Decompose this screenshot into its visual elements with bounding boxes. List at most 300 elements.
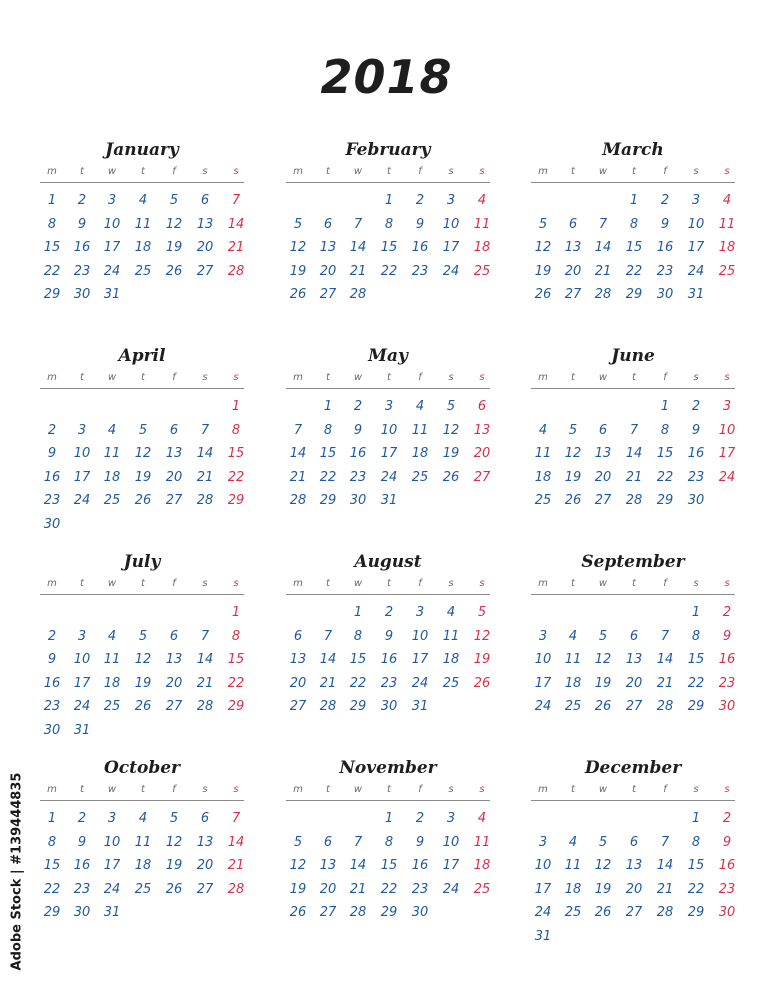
day-cell: 12 (594, 652, 612, 667)
day-cell: 9 (353, 422, 363, 438)
day-cell: 7 (200, 422, 210, 438)
day-cell: 1 (629, 193, 639, 208)
day-cell: 10 (73, 446, 91, 461)
day-cell: 2 (77, 811, 87, 826)
header-divider (286, 800, 490, 801)
weekday-label: s (202, 784, 208, 795)
day-cell: 31 (103, 287, 121, 302)
weekday-label: m (538, 372, 548, 383)
weekday-label: m (538, 578, 548, 589)
day-cell: 10 (73, 652, 91, 667)
month-december (531, 758, 735, 958)
day-cell: 8 (47, 216, 57, 232)
weekday-label: w (598, 784, 608, 795)
day-cell: 17 (73, 675, 91, 691)
weekday-label: f (418, 166, 422, 177)
weekday-label: f (172, 166, 176, 177)
day-cell: 22 (380, 263, 398, 279)
day-cell: 8 (629, 216, 639, 232)
day-cell: 22 (227, 469, 245, 485)
weekday-label: s (448, 784, 454, 795)
day-cell: 23 (656, 263, 674, 279)
day-cell: 24 (687, 263, 705, 279)
month-name: June (611, 346, 655, 366)
month-name: August (354, 552, 422, 572)
day-cell: 21 (289, 469, 307, 485)
day-cell: 23 (43, 493, 61, 508)
day-cell: 9 (77, 834, 87, 850)
day-cell: 20 (625, 881, 643, 897)
day-cell: 8 (231, 422, 241, 438)
day-cell: 22 (319, 469, 337, 485)
day-cell: 17 (411, 652, 429, 667)
day-cell: 20 (473, 446, 491, 461)
day-cell: 7 (293, 422, 303, 438)
day-cell: 13 (473, 422, 491, 438)
weekday-label: s (479, 784, 485, 795)
day-cell: 22 (227, 675, 245, 691)
day-cell: 30 (718, 905, 736, 920)
weekday-label: s (202, 372, 208, 383)
day-cell: 28 (594, 287, 612, 302)
day-cell: 13 (625, 652, 643, 667)
day-cell: 10 (103, 834, 121, 850)
day-cell: 14 (319, 652, 337, 667)
day-cell: 10 (411, 628, 429, 644)
weekday-header (531, 784, 735, 800)
day-cell: 18 (103, 675, 121, 691)
day-cell: 30 (411, 905, 429, 920)
weekday-header (286, 784, 490, 800)
month-february (286, 140, 490, 340)
day-cell: 2 (722, 605, 732, 620)
day-cell: 3 (77, 422, 87, 438)
day-cell: 16 (380, 652, 398, 667)
day-cell: 25 (564, 905, 582, 920)
header-divider (531, 800, 735, 801)
day-cell: 19 (473, 652, 491, 667)
day-cell: 16 (411, 858, 429, 873)
month-name: February (345, 140, 431, 160)
day-cell: 30 (43, 516, 61, 532)
day-cell: 4 (138, 193, 148, 208)
day-cell: 31 (380, 493, 398, 508)
day-cell: 11 (103, 652, 121, 667)
day-cell: 8 (691, 834, 701, 850)
day-cell: 18 (564, 675, 582, 691)
day-cell: 5 (598, 834, 608, 850)
day-cell: 28 (319, 699, 337, 714)
weekday-label: m (47, 784, 57, 795)
weekday-label: s (202, 578, 208, 589)
day-cell: 21 (196, 469, 214, 485)
day-cell: 18 (411, 446, 429, 461)
day-cell: 5 (293, 216, 303, 232)
day-cell: 26 (473, 675, 491, 691)
day-cell: 10 (534, 858, 552, 873)
day-cell: 25 (718, 263, 736, 279)
day-cell: 13 (165, 652, 183, 667)
day-cell: 16 (411, 240, 429, 255)
day-cell: 18 (134, 240, 152, 255)
weekday-header (286, 166, 490, 182)
day-cell: 1 (691, 605, 701, 620)
weekday-label: t (387, 784, 391, 795)
weekday-label: s (233, 372, 239, 383)
month-name: October (103, 758, 180, 778)
day-cell: 31 (73, 722, 91, 738)
weekday-label: t (387, 166, 391, 177)
day-cell: 22 (349, 675, 367, 691)
day-cell: 3 (384, 399, 394, 414)
day-cell: 1 (660, 399, 670, 414)
header-divider (286, 182, 490, 183)
day-cell: 11 (103, 446, 121, 461)
day-cell: 25 (473, 263, 491, 279)
weekday-label: t (632, 578, 636, 589)
day-cell: 7 (231, 193, 241, 208)
day-cell: 2 (691, 399, 701, 414)
month-name: November (339, 758, 437, 778)
month-name: September (581, 552, 685, 572)
day-cell: 31 (411, 699, 429, 714)
day-cell: 15 (227, 446, 245, 461)
day-cell: 28 (349, 287, 367, 302)
weekday-label: w (107, 578, 117, 589)
weekday-label: s (724, 784, 730, 795)
day-cell: 6 (200, 811, 210, 826)
weekday-label: t (571, 784, 575, 795)
weekday-label: t (326, 372, 330, 383)
header-divider (40, 800, 244, 801)
day-cell: 12 (134, 652, 152, 667)
day-cell: 19 (594, 881, 612, 897)
day-cell: 27 (165, 699, 183, 714)
day-cell: 13 (564, 240, 582, 255)
day-cell: 21 (319, 675, 337, 691)
header-divider (531, 388, 735, 389)
day-cell: 9 (660, 216, 670, 232)
day-cell: 3 (538, 834, 548, 850)
day-cell: 2 (47, 422, 57, 438)
weekday-label: t (80, 578, 84, 589)
day-cell: 21 (227, 858, 245, 873)
weekday-label: m (538, 166, 548, 177)
weekday-label: s (724, 578, 730, 589)
weekday-label: t (80, 784, 84, 795)
month-name: April (118, 346, 166, 366)
day-cell: 21 (349, 263, 367, 279)
day-cell: 12 (442, 422, 460, 438)
day-cell: 30 (73, 287, 91, 302)
weekday-label: s (233, 166, 239, 177)
day-cell: 26 (564, 493, 582, 508)
month-march (531, 140, 735, 340)
day-cell: 6 (323, 834, 333, 850)
day-cell: 26 (594, 905, 612, 920)
weekday-label: m (47, 578, 57, 589)
day-cell: 27 (473, 469, 491, 485)
weekday-header (531, 166, 735, 182)
weekday-label: f (663, 166, 667, 177)
day-cell: 14 (349, 858, 367, 873)
day-cell: 4 (138, 811, 148, 826)
weekday-label: s (233, 578, 239, 589)
day-cell: 17 (718, 446, 736, 461)
weekday-label: t (632, 372, 636, 383)
weekday-label: w (107, 784, 117, 795)
weekday-label: f (172, 578, 176, 589)
day-cell: 7 (353, 216, 363, 232)
weekday-label: s (724, 372, 730, 383)
day-cell: 11 (134, 834, 152, 850)
day-cell: 20 (625, 675, 643, 691)
weekday-label: t (326, 578, 330, 589)
day-cell: 6 (169, 422, 179, 438)
weekday-label: w (353, 372, 363, 383)
day-cell: 17 (442, 240, 460, 255)
day-cell: 1 (384, 811, 394, 826)
day-cell: 14 (656, 652, 674, 667)
day-cell: 12 (564, 446, 582, 461)
weekday-label: s (448, 578, 454, 589)
day-cell: 5 (293, 834, 303, 850)
day-cell: 20 (319, 881, 337, 897)
weekday-label: w (353, 578, 363, 589)
day-cell: 5 (446, 399, 456, 414)
day-cell: 25 (534, 493, 552, 508)
weekday-label: t (387, 578, 391, 589)
weekday-label: t (141, 784, 145, 795)
header-divider (531, 594, 735, 595)
day-cell: 12 (134, 446, 152, 461)
day-cell: 14 (227, 216, 245, 232)
weekday-label: t (141, 372, 145, 383)
weekday-label: f (172, 372, 176, 383)
day-cell: 3 (107, 811, 117, 826)
day-cell: 20 (564, 263, 582, 279)
day-cell: 16 (73, 240, 91, 255)
day-cell: 27 (319, 905, 337, 920)
day-cell: 15 (349, 652, 367, 667)
weekday-label: t (571, 578, 575, 589)
day-cell: 10 (380, 422, 398, 438)
watermark-text: Adobe Stock | #139444835 (9, 772, 25, 971)
day-cell: 27 (319, 287, 337, 302)
month-name: December (584, 758, 682, 778)
day-cell: 5 (568, 422, 578, 438)
day-cell: 30 (349, 493, 367, 508)
day-cell: 29 (43, 287, 61, 302)
day-cell: 26 (594, 699, 612, 714)
day-cell: 15 (687, 652, 705, 667)
day-cell: 11 (534, 446, 552, 461)
day-cell: 21 (349, 881, 367, 897)
day-cell: 29 (656, 493, 674, 508)
day-cell: 14 (625, 446, 643, 461)
day-cell: 11 (564, 858, 582, 873)
day-cell: 23 (411, 263, 429, 279)
day-cell: 1 (47, 811, 57, 826)
weekday-label: s (693, 166, 699, 177)
day-cell: 25 (442, 675, 460, 691)
month-name: March (602, 140, 664, 160)
weekday-label: f (418, 372, 422, 383)
day-cell: 7 (323, 628, 333, 644)
weekday-header (40, 372, 244, 388)
header-divider (531, 182, 735, 183)
day-cell: 28 (656, 905, 674, 920)
day-cell: 30 (43, 722, 61, 738)
day-cell: 28 (196, 699, 214, 714)
day-cell: 22 (687, 675, 705, 691)
day-cell: 3 (446, 193, 456, 208)
day-cell: 5 (477, 605, 487, 620)
day-cell: 17 (103, 240, 121, 255)
day-cell: 16 (718, 858, 736, 873)
weekday-label: m (293, 166, 303, 177)
day-cell: 4 (477, 811, 487, 826)
weekday-label: s (202, 166, 208, 177)
day-cell: 5 (538, 216, 548, 232)
weekday-header (286, 578, 490, 594)
weekday-label: s (724, 166, 730, 177)
day-cell: 18 (564, 881, 582, 897)
month-name: July (123, 552, 161, 572)
day-cell: 8 (384, 216, 394, 232)
day-cell: 24 (442, 881, 460, 897)
day-cell: 23 (380, 675, 398, 691)
weekday-header (40, 784, 244, 800)
day-cell: 15 (687, 858, 705, 873)
day-cell: 5 (138, 628, 148, 644)
weekday-label: m (293, 372, 303, 383)
weekday-label: s (233, 784, 239, 795)
weekday-label: t (571, 372, 575, 383)
day-cell: 30 (718, 699, 736, 714)
day-cell: 11 (411, 422, 429, 438)
day-cell: 25 (134, 263, 152, 279)
day-cell: 21 (196, 675, 214, 691)
stock-watermark (6, 760, 28, 990)
day-cell: 7 (353, 834, 363, 850)
day-cell: 7 (660, 628, 670, 644)
day-cell: 23 (73, 263, 91, 279)
day-cell: 9 (691, 422, 701, 438)
day-cell: 13 (165, 446, 183, 461)
day-cell: 19 (534, 263, 552, 279)
day-cell: 4 (107, 628, 117, 644)
day-cell: 9 (47, 446, 57, 461)
day-cell: 15 (319, 446, 337, 461)
day-cell: 29 (43, 905, 61, 920)
day-cell: 22 (656, 469, 674, 485)
weekday-label: w (598, 166, 608, 177)
day-cell: 8 (231, 628, 241, 644)
day-cell: 18 (473, 858, 491, 873)
day-cell: 10 (442, 834, 460, 850)
day-cell: 25 (411, 469, 429, 485)
weekday-label: t (571, 166, 575, 177)
day-cell: 13 (319, 240, 337, 255)
day-cell: 26 (165, 263, 183, 279)
day-cell: 6 (598, 422, 608, 438)
day-cell: 27 (594, 493, 612, 508)
day-cell: 3 (415, 605, 425, 620)
day-cell: 12 (534, 240, 552, 255)
day-cell: 4 (415, 399, 425, 414)
day-cell: 1 (384, 193, 394, 208)
day-cell: 27 (625, 905, 643, 920)
day-cell: 16 (43, 469, 61, 485)
day-cell: 27 (625, 699, 643, 714)
day-cell: 31 (687, 287, 705, 302)
weekday-label: w (353, 166, 363, 177)
year-title: 2018 (320, 50, 453, 104)
day-cell: 23 (411, 881, 429, 897)
day-cell: 22 (687, 881, 705, 897)
weekday-label: t (80, 166, 84, 177)
weekday-label: m (47, 372, 57, 383)
day-cell: 28 (227, 881, 245, 897)
day-cell: 6 (169, 628, 179, 644)
day-cell: 25 (103, 493, 121, 508)
day-cell: 25 (103, 699, 121, 714)
day-cell: 24 (103, 263, 121, 279)
day-cell: 17 (442, 858, 460, 873)
day-cell: 18 (718, 240, 736, 255)
day-cell: 8 (353, 628, 363, 644)
day-cell: 5 (169, 811, 179, 826)
day-cell: 1 (231, 399, 241, 414)
day-cell: 4 (538, 422, 548, 438)
day-cell: 11 (442, 628, 460, 644)
day-cell: 29 (227, 493, 245, 508)
month-name: January (105, 140, 179, 160)
header-divider (40, 388, 244, 389)
day-cell: 23 (687, 469, 705, 485)
day-cell: 30 (380, 699, 398, 714)
weekday-label: f (663, 372, 667, 383)
day-cell: 9 (384, 628, 394, 644)
day-cell: 7 (231, 811, 241, 826)
day-cell: 15 (380, 858, 398, 873)
day-cell: 23 (349, 469, 367, 485)
day-cell: 11 (134, 216, 152, 232)
day-cell: 19 (165, 240, 183, 255)
day-cell: 8 (323, 422, 333, 438)
day-cell: 14 (196, 446, 214, 461)
day-cell: 30 (687, 493, 705, 508)
day-cell: 2 (384, 605, 394, 620)
day-cell: 16 (73, 858, 91, 873)
day-cell: 29 (687, 699, 705, 714)
day-cell: 24 (534, 905, 552, 920)
day-cell: 2 (722, 811, 732, 826)
day-cell: 11 (473, 834, 491, 850)
day-cell: 5 (138, 422, 148, 438)
weekday-header (40, 578, 244, 594)
day-cell: 9 (722, 628, 732, 644)
weekday-label: f (663, 784, 667, 795)
month-july (40, 552, 244, 752)
day-cell: 28 (289, 493, 307, 508)
day-cell: 19 (289, 881, 307, 897)
month-june (531, 346, 735, 546)
day-cell: 3 (107, 193, 117, 208)
day-cell: 4 (446, 605, 456, 620)
day-cell: 20 (289, 675, 307, 691)
